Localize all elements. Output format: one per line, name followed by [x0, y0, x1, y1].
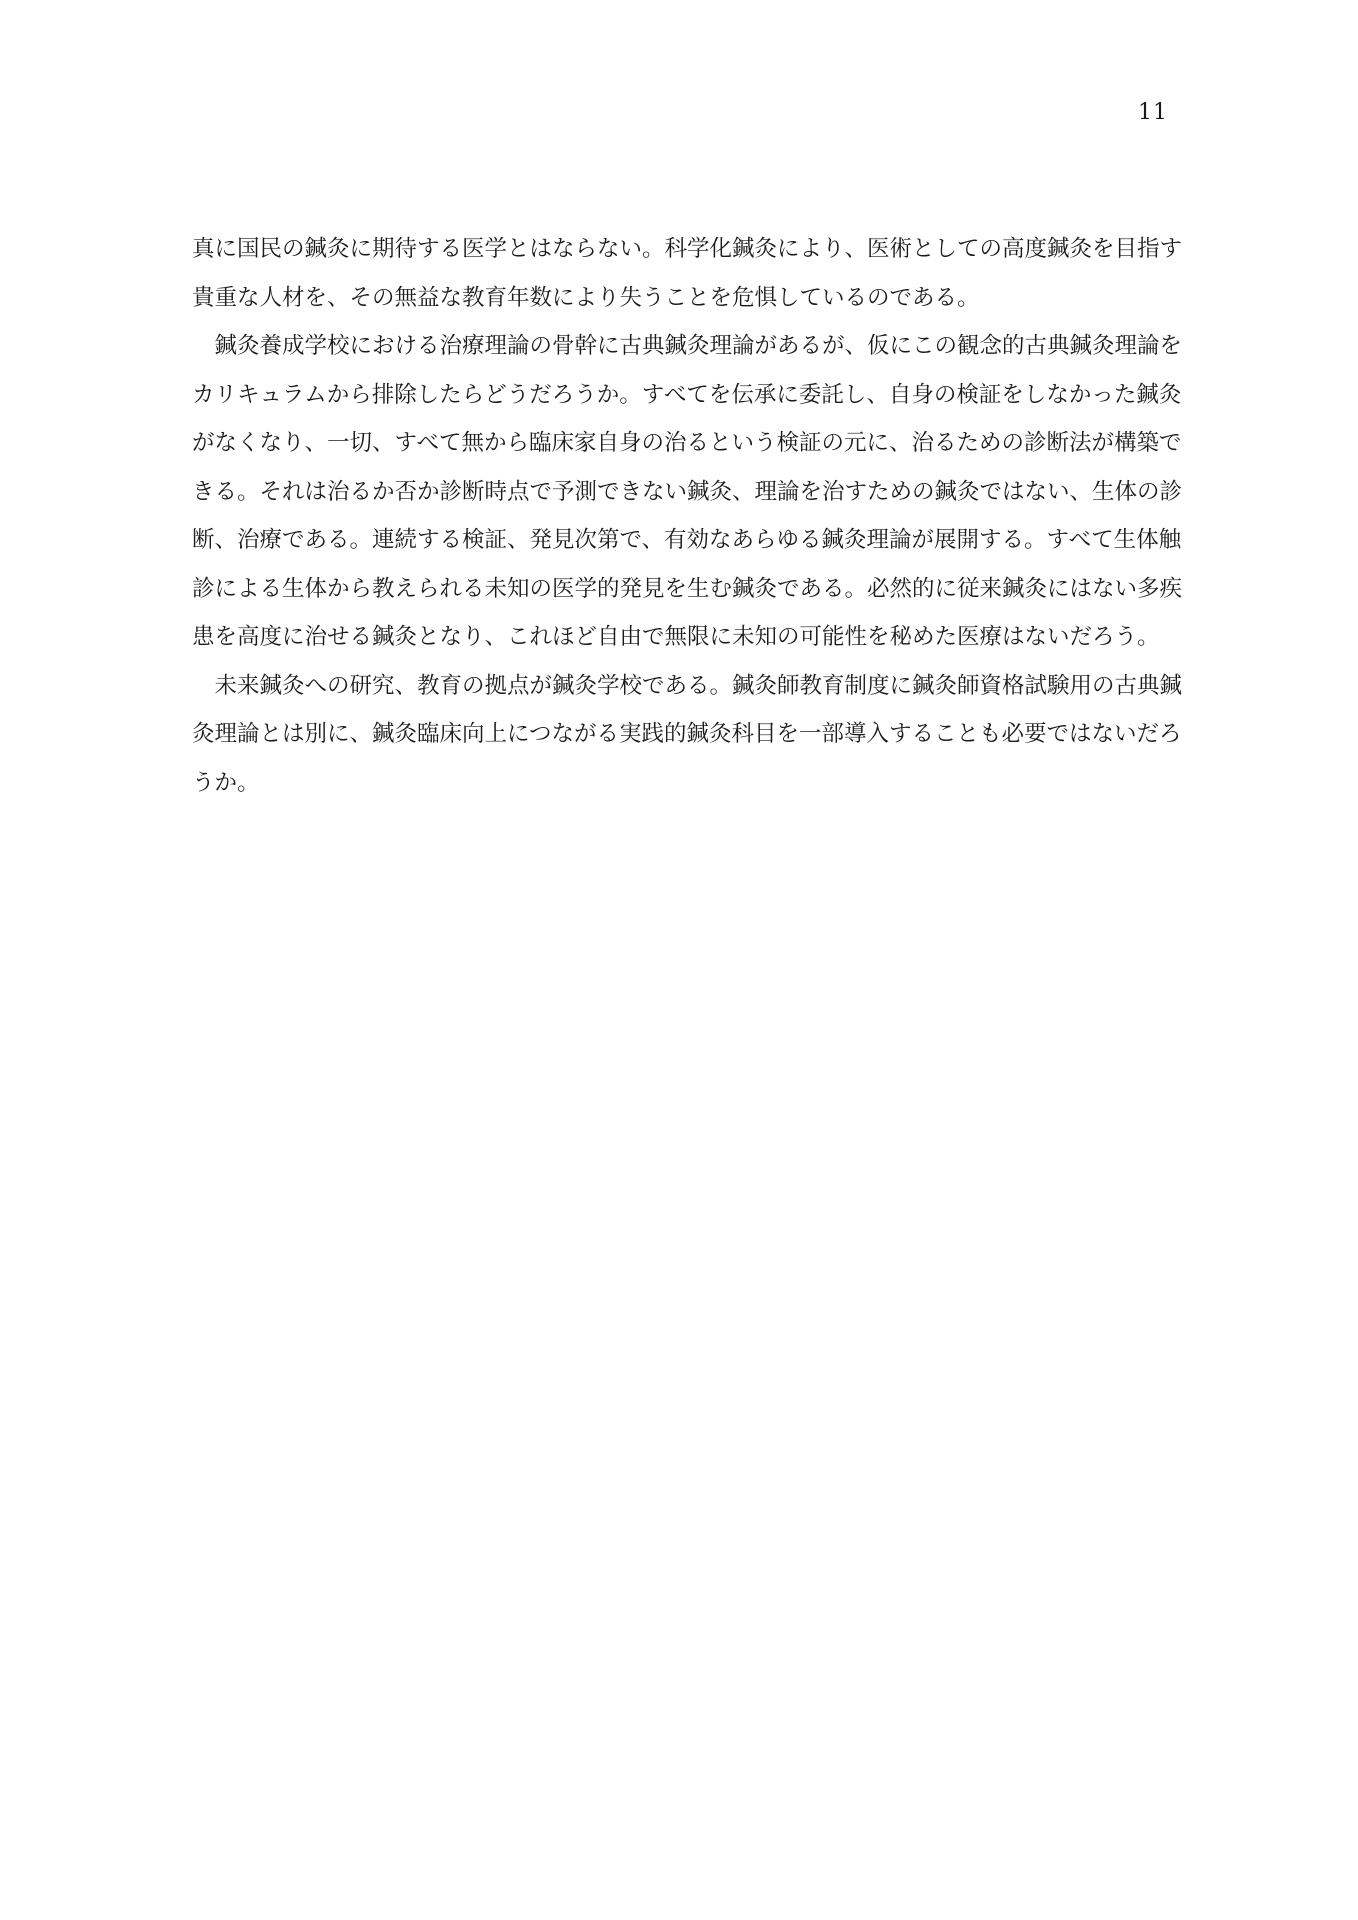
text-line: 灸理論とは別に、鍼灸臨床向上につながる実践的鍼灸科目を一部導入することも必要ではないだろ — [192, 721, 1182, 747]
text-line: 未来鍼灸への研究、教育の拠点が鍼灸学校である。鍼灸師教育制度に鍼灸師資格試験用の古典鍼 — [192, 672, 1183, 699]
text-line: きる。それは治るか否か診断時点で予測できない鍼灸、理論を治すための鍼灸ではない、生体の診 — [192, 478, 1183, 505]
text-line: 真に国民の鍼灸に期待する医学とはならない。科学化鍼灸により、医術としての高度鍼灸を目指す — [192, 236, 1183, 262]
text-line: 貴重な人材を、その無益な教育年数により失うことを危惧しているのである。 — [192, 284, 980, 311]
text-line: カリキュラムから排除したらどうだろうか。すべてを伝承に委託し、自身の検証をしなかった鍼灸 — [192, 381, 1182, 408]
page-number: 11 — [1138, 100, 1168, 125]
body-text — [192, 225, 1182, 807]
text-line: 患を高度に治せる鍼灸となり、これほど自由で無限に未知の可能性を秘めた医療はないだろう。 — [192, 624, 1160, 650]
text-line: うか。 — [192, 769, 260, 796]
text-line: 断、治療である。連続する検証、発見次第で、有効なあらゆる鍼灸理論が展開する。すべて生体触 — [192, 527, 1182, 553]
text-line: 診による生体から教えられる未知の医学的発見を生む鍼灸である。必然的に従来鍼灸にはない多疾 — [192, 575, 1183, 602]
text-line: がなくなり、一切、すべて無から臨床家自身の治るという検証の元に、治るための診断法が構築で — [192, 430, 1182, 456]
text-line: 鍼灸養成学校における治療理論の骨幹に古典鍼灸理論があるが、仮にこの観念的古典鍼灸理論を — [192, 333, 1183, 359]
